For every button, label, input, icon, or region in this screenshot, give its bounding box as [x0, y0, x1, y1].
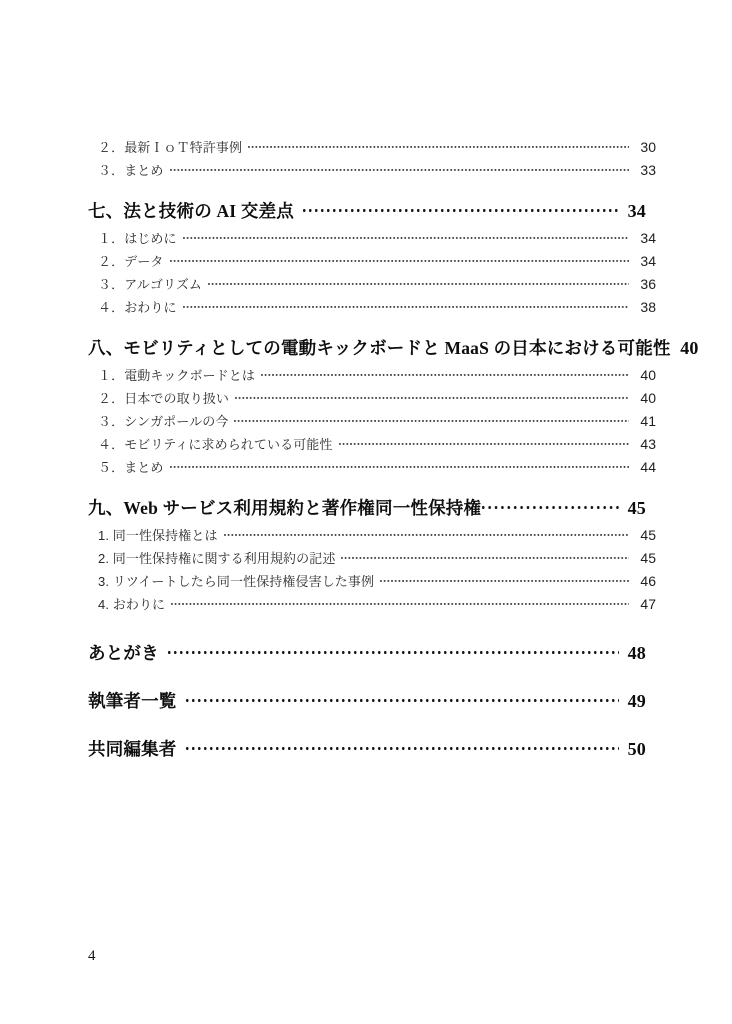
toc-group-co-editors	[88, 736, 646, 762]
toc-chapter-entry[interactable]	[88, 335, 699, 361]
toc-entry-authors-list-page-number: 49	[627, 691, 646, 711]
toc-subentry-label: ３．アルゴリズム	[98, 277, 203, 292]
toc-subentry[interactable]	[88, 593, 656, 616]
dot-leader	[183, 230, 629, 243]
toc-chapter-entry-page-number: 34	[627, 201, 646, 221]
dot-leader	[186, 738, 620, 756]
toc-subentry[interactable]	[88, 547, 656, 570]
dot-leader	[171, 596, 629, 609]
toc-subentry-page-number: 36	[640, 276, 656, 292]
toc-group-chapter-nine	[88, 495, 656, 616]
toc-subentry[interactable]	[88, 433, 656, 456]
toc-subentry-page-number: 47	[640, 596, 656, 612]
dot-leader	[183, 299, 629, 312]
toc-subentry[interactable]	[88, 387, 656, 410]
dot-leader	[235, 390, 629, 403]
dot-leader	[380, 573, 629, 586]
toc-subentry-page-number: 33	[640, 162, 656, 178]
toc-subentry-label: 4. おわりに	[98, 597, 166, 612]
toc-chapter-entry[interactable]	[88, 495, 646, 521]
toc-chapter-entry-label: 七、法と技術の AI 交差点	[88, 201, 294, 221]
dot-leader	[248, 139, 629, 152]
toc-group-chapter-six-continued	[88, 136, 656, 182]
toc-chapter-entry-label: 九、Web サービス利用規約と著作権同一性保持権	[88, 498, 482, 518]
dot-leader	[168, 642, 619, 660]
toc-chapter-entry-page-number: 40	[680, 338, 699, 358]
toc-subentry-page-number: 43	[640, 436, 656, 452]
toc-subentry[interactable]	[88, 136, 656, 159]
toc-subentry[interactable]	[88, 456, 656, 479]
toc-subentry-page-number: 40	[640, 390, 656, 406]
dot-leader	[170, 162, 629, 175]
toc-entry-afterword-label: あとがき	[88, 643, 159, 663]
toc-subentry-label: １．はじめに	[98, 231, 177, 246]
toc-subentry[interactable]	[88, 524, 656, 547]
toc-subentry-label: 2. 同一性保持権に関する利用規約の記述	[98, 551, 336, 566]
toc-subentry-label: 1. 同一性保持権とは	[98, 528, 218, 543]
toc-subentry-page-number: 41	[640, 413, 656, 429]
toc-group-chapter-seven	[88, 198, 656, 319]
toc-subentry-label: ３．シンガポールの今	[98, 414, 229, 429]
dot-leader	[170, 459, 629, 472]
toc-subentry-label: ４．おわりに	[98, 300, 177, 315]
dot-leader	[341, 550, 629, 563]
toc-group-chapter-eight	[88, 335, 699, 479]
dot-leader	[170, 253, 629, 266]
toc-chapter-entry-page-number: 45	[627, 498, 646, 518]
toc-chapter-entry-label: 八、モビリティとしての電動キックボードと MaaS の日本における可能性	[88, 338, 671, 358]
toc-subentry-label: ２．データ	[98, 254, 164, 269]
toc-subentry-page-number: 40	[640, 367, 656, 383]
toc-subentry[interactable]	[88, 273, 656, 296]
toc-subentry-label: ２．日本での取り扱い	[98, 391, 230, 406]
toc-subentry-label: ３．まとめ	[98, 163, 164, 178]
toc-subentry-page-number: 34	[640, 230, 656, 246]
toc-entry-afterword[interactable]	[88, 640, 646, 666]
toc-subentry[interactable]	[88, 227, 656, 250]
toc-subentry-page-number: 45	[640, 550, 656, 566]
toc-group-afterword	[88, 640, 646, 666]
toc-subentry[interactable]	[88, 570, 656, 593]
dot-leader	[208, 276, 629, 289]
toc-subentry[interactable]	[88, 364, 656, 387]
dot-leader	[224, 527, 629, 540]
toc-subentry-page-number: 45	[640, 527, 656, 543]
toc-subentry[interactable]	[88, 250, 656, 273]
toc-group-authors-list	[88, 688, 646, 714]
dot-leader	[261, 367, 629, 380]
table-of-contents	[88, 136, 699, 762]
dot-leader	[339, 436, 629, 449]
toc-subentry[interactable]	[88, 159, 656, 182]
toc-subentry-page-number: 30	[640, 139, 656, 155]
toc-subentry-page-number: 34	[640, 253, 656, 269]
toc-subentry[interactable]	[88, 296, 656, 319]
toc-chapter-entry[interactable]	[88, 198, 646, 224]
dot-leader	[234, 413, 629, 426]
toc-subentry[interactable]	[88, 410, 656, 433]
toc-entry-authors-list-label: 執筆者一覧	[88, 691, 177, 711]
toc-subentry-label: ５．まとめ	[98, 460, 164, 475]
toc-subentry-label: ４．モビリティに求められている可能性	[98, 437, 333, 452]
toc-entry-co-editors-page-number: 50	[627, 739, 646, 759]
toc-entry-co-editors[interactable]	[88, 736, 646, 762]
toc-subentry-page-number: 46	[640, 573, 656, 589]
toc-entry-afterword-page-number: 48	[627, 643, 646, 663]
toc-entry-authors-list[interactable]	[88, 688, 646, 714]
toc-subentry-label: 3. リツイートしたら同一性保持権侵害した事例	[98, 574, 375, 589]
toc-entry-co-editors-label: 共同編集者	[88, 739, 177, 759]
dot-leader	[482, 497, 619, 515]
dot-leader	[186, 690, 620, 708]
toc-subentry-page-number: 38	[640, 299, 656, 315]
dot-leader	[303, 200, 619, 218]
page-number: 4	[88, 948, 96, 964]
toc-subentry-label: １．電動キックボードとは	[98, 368, 255, 383]
toc-subentry-label: ２．最新ＩｏＴ特許事例	[98, 140, 243, 155]
toc-subentry-page-number: 44	[640, 459, 656, 475]
